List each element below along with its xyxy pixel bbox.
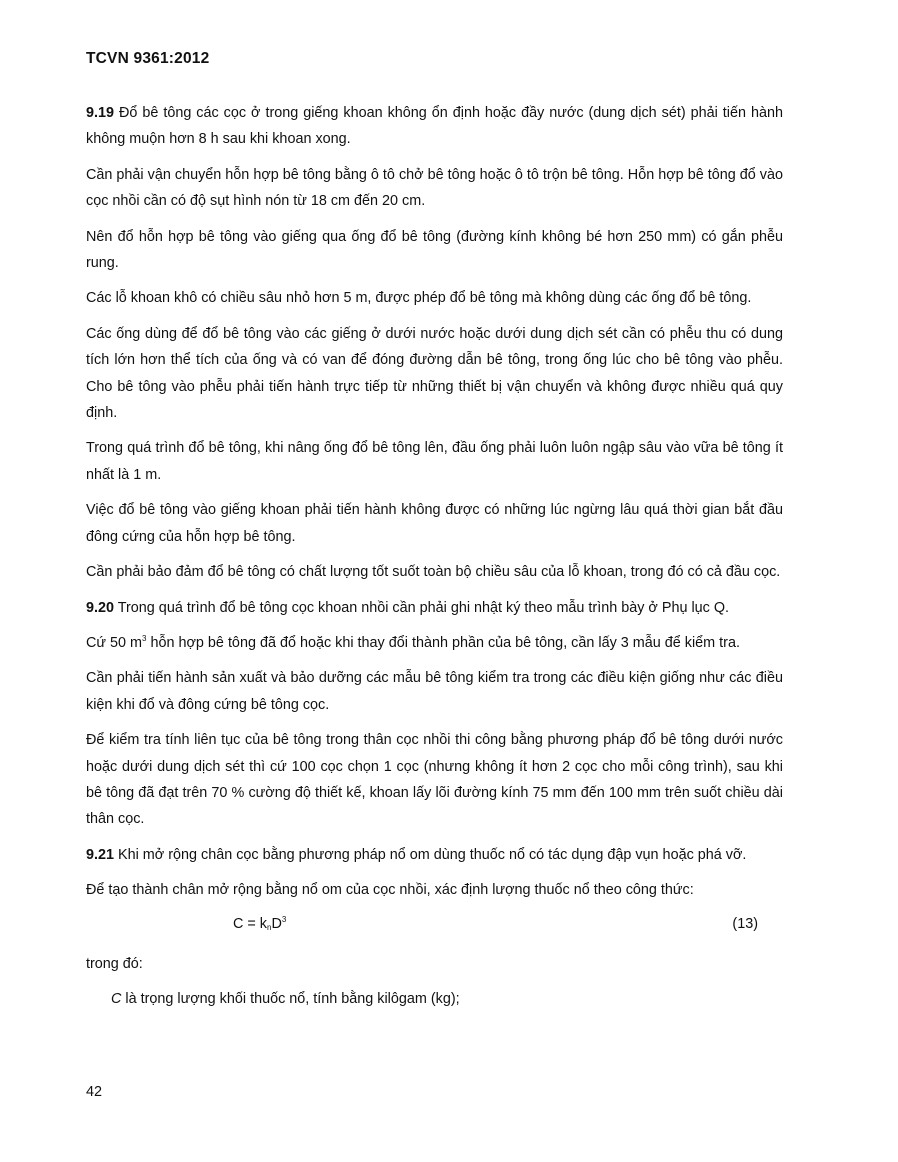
paragraph-text: hỗn hợp bê tông đã đổ hoặc khi thay đổi thành phần của bê tông, cần lấy 3 mẫu để kiểm tra. bbox=[146, 634, 740, 651]
paragraph-text: Trong quá trình đổ bê tông cọc khoan nhồi cần phải ghi nhật ký theo mẫu trình bày ở Phụ lục Q. bbox=[114, 599, 730, 616]
paragraph-text: Cứ 50 m bbox=[86, 634, 143, 651]
clause-number: 9.21 bbox=[86, 846, 115, 863]
clause-9-21-paragraph bbox=[86, 842, 783, 868]
formula-13 bbox=[86, 911, 783, 937]
formula-superscript: 3 bbox=[281, 914, 287, 924]
symbol-definition bbox=[86, 986, 783, 1012]
paragraph: Nên đổ hỗn hợp bê tông vào giếng qua ống đổ bê tông (đường kính không bé hơn 250 mm) có gắn phễu rung. bbox=[86, 228, 783, 272]
formula-subscript: n bbox=[267, 922, 272, 932]
clause-9-19-paragraph bbox=[86, 100, 783, 153]
page-number: 42 bbox=[86, 1084, 103, 1100]
paragraph: Trong quá trình đổ bê tông, khi nâng ống đổ bê tông lên, đầu ống phải luôn luôn ngập sâu vào vữa bê tông ít nhất là 1 m. bbox=[86, 440, 783, 483]
paragraph-text: Đổ bê tông các cọc ở trong giếng khoan không ổn định hoặc đầy nước (dung dịch sét) phải tiến hành không muộn hơn 8 h sau khi khoan xong. bbox=[86, 105, 783, 148]
paragraph: Các ống dùng để đổ bê tông vào các giếng ở dưới nước hoặc dưới dung dịch sét cần có phễu thu có dung tích lớn hơn thể tích của ống và có van để đóng đường dẫn bê tông, trong ống lúc cho bê tông vào phễu. Cho bê tông vào phễu phải tiến hành trực tiếp từ những thiết bị vận chuyển và không được nhiều quá quy định. bbox=[86, 325, 783, 422]
paragraph: Việc đổ bê tông vào giếng khoan phải tiến hành không được có những lúc ngừng lâu quá thời gian bắt đầu đông cứng của hỗn hợp bê tông. bbox=[86, 502, 783, 545]
document-body bbox=[86, 100, 783, 1021]
paragraph-text: Khi mở rộng chân cọc bằng phương pháp nổ om dùng thuốc nổ có tác dụng đập vụn hoặc phá vỡ. bbox=[114, 846, 747, 863]
sampling-paragraph bbox=[86, 630, 783, 656]
paragraph: Để kiểm tra tính liên tục của bê tông trong thân cọc nhồi thi công bằng phương pháp đổ bê tông dưới nước hoặc dưới dung dịch sét thì cứ 100 cọc chọn 1 cọc (nhưng không ít hơn 2 cọc cho mỗi công trình), sau khi bê tông đã đạt trên 70 % cường độ thiết kế, khoan lấy lõi đường kính 75 mm đến 100 mm trên suốt chiều dài thân cọc. bbox=[86, 732, 783, 828]
clause-number: 9.19 bbox=[86, 105, 115, 121]
superscript: 3 bbox=[142, 633, 147, 643]
formula-variable: D bbox=[271, 915, 282, 932]
paragraph: Cần phải vận chuyển hỗn hợp bê tông bằng ô tô chở bê tông hoặc ô tô trộn bê tông. Hỗn hợp bê tông đổ vào cọc nhồi cần có độ sụt hình nón từ 18 cm đến 20 cm. bbox=[86, 166, 783, 210]
formula-expression bbox=[233, 911, 286, 937]
symbol: C bbox=[111, 990, 122, 1007]
paragraph: Các lỗ khoan khô có chiều sâu nhỏ hơn 5 m, được phép đổ bê tông mà không dùng các ống đổ bê tông. bbox=[86, 290, 752, 307]
paragraph: Cần phải tiến hành sản xuất và bảo dưỡng các mẫu bê tông kiểm tra trong các điều kiện giống như các điều kiện khi đổ và đông cứng bê tông cọc. bbox=[86, 670, 783, 713]
standard-code-header: TCVN 9361:2012 bbox=[86, 50, 210, 67]
clause-number: 9.20 bbox=[86, 599, 115, 616]
clause-9-20-paragraph bbox=[86, 595, 783, 621]
paragraph: Để tạo thành chân mở rộng bằng nổ om của cọc nhồi, xác định lượng thuốc nổ theo công thức: bbox=[86, 882, 694, 899]
definition-text: là trọng lượng khối thuốc nổ, tính bằng kilôgam (kg); bbox=[121, 990, 460, 1007]
where-label: trong đó: bbox=[86, 955, 143, 972]
paragraph: Cần phải bảo đảm đổ bê tông có chất lượng tốt suốt toàn bộ chiều sâu của lỗ khoan, trong đó có cả đầu cọc. bbox=[86, 564, 781, 581]
equation-number: (13) bbox=[732, 915, 758, 932]
formula-lhs: C = k bbox=[233, 915, 267, 932]
